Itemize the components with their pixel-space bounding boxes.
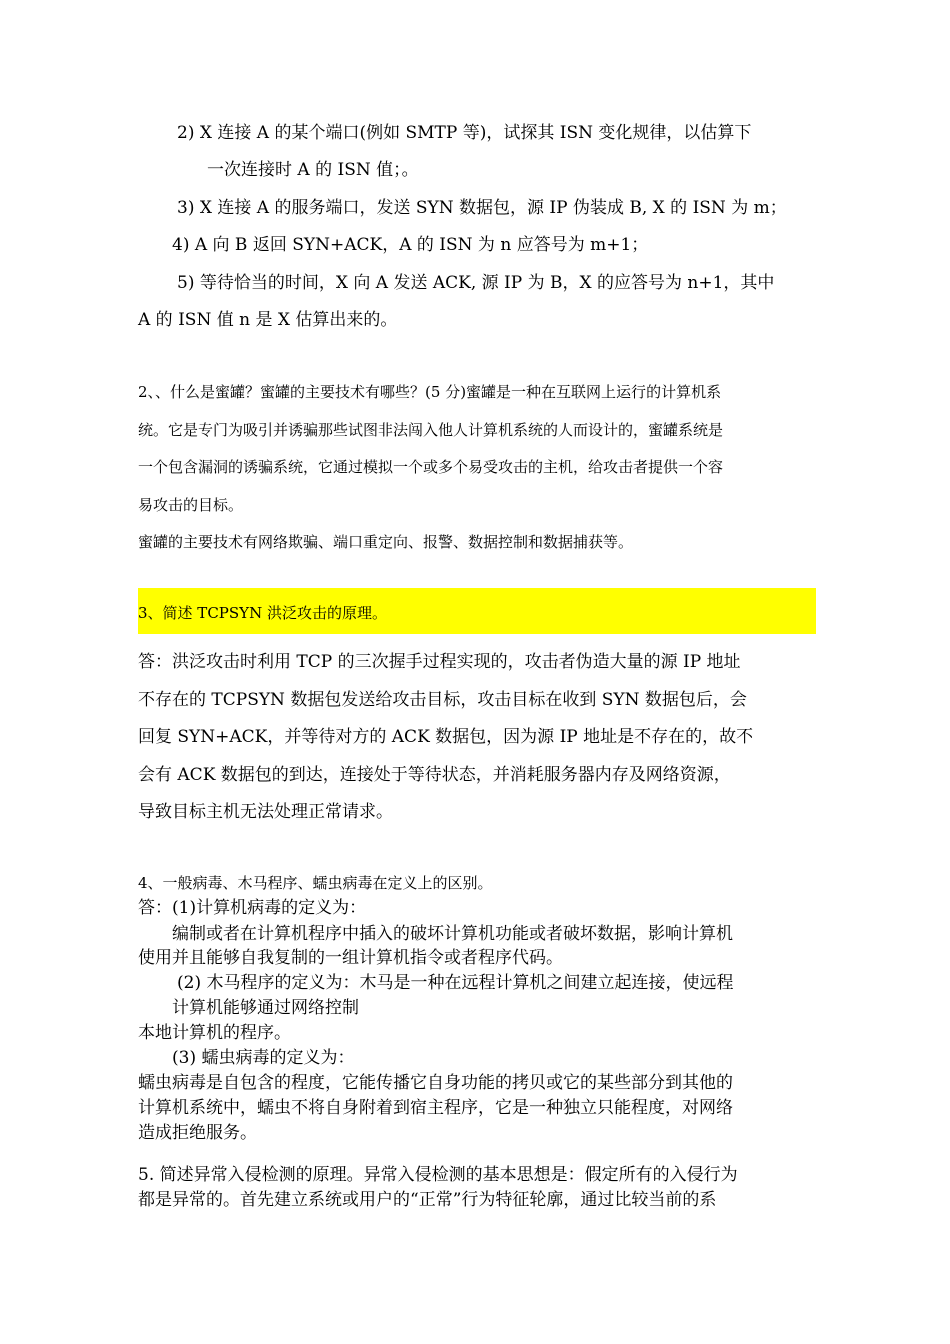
q3-answer-line-3: 回复 SYN+ACK，并等待对方的 ACK 数据包，因为源 IP 地址是不存在的，故不 (138, 727, 754, 747)
q4-line-10: 造成拒绝服务。 (138, 1123, 257, 1143)
q5-line-1: 5. 简述异常入侵检测的原理。异常入侵检测的基本思想是：假定所有的入侵行为 (138, 1165, 738, 1185)
q4-line-3: 使用并且能够自我复制的一组计算机指令或者程序代码。 (138, 948, 563, 968)
q4-line-6: 本地计算机的程序。 (138, 1023, 291, 1043)
q4-line-8: 蠕虫病毒是自包含的程度，它能传播它自身功能的拷贝或它的某些部分到其他的 (138, 1073, 733, 1093)
q4-line-4: (2) 木马程序的定义为：木马是一种在远程计算机之间建立起连接，使远程 (177, 973, 734, 993)
q4-line-2: 编制或者在计算机程序中插入的破坏计算机功能或者破坏数据，影响计算机 (172, 924, 733, 944)
q3-title: 3、简述 TCPSYN 洪泛攻击的原理。 (138, 604, 387, 622)
step-2-line-2: 一次连接时 A 的 ISN 值；。 (207, 160, 419, 180)
step-2-line-1: 2) X 连接 A 的某个端口(例如 SMTP 等)，试探其 ISN 变化规律，以估算下 (177, 123, 752, 143)
q3-answer-line-2: 不存在的 TCPSYN 数据包发送给攻击目标，攻击目标在收到 SYN 数据包后，会 (138, 690, 747, 710)
q4-line-9: 计算机系统中，蠕虫不将自身附着到宿主程序，它是一种独立只能程度，对网络 (138, 1098, 733, 1118)
q4-line-7: (3) 蠕虫病毒的定义为： (172, 1048, 355, 1068)
q5-line-2: 都是异常的。首先建立系统或用户的“正常”行为特征轮廓，通过比较当前的系 (138, 1190, 717, 1210)
q3-answer-line-4: 会有 ACK 数据包的到达，连接处于等待状态，并消耗服务器内存及网络资源， (138, 765, 731, 785)
q2-line-3: 一个包含漏洞的诱骗系统，它通过模拟一个或多个易受攻击的主机，给攻击者提供一个容 (138, 458, 724, 476)
q3-answer-line-5: 导致目标主机无法处理正常请求。 (138, 802, 393, 822)
q4-line-5: 计算机能够通过网络控制 (172, 998, 359, 1018)
q2-line-4: 易攻击的目标。 (138, 496, 244, 514)
step-5-line-2: A 的 ISN 值 n 是 X 估算出来的。 (138, 310, 398, 330)
q2-line-1: 2、、什么是蜜罐？蜜罐的主要技术有哪些？(5 分)蜜罐是一种在互联网上运行的计算机系 (138, 383, 722, 401)
q2-line-2: 统。它是专门为吸引并诱骗那些试图非法闯入他人计算机系统的人而设计的，蜜罐系统是 (138, 421, 724, 439)
q2-line-5: 蜜罐的主要技术有网络欺骗、端口重定向、报警、数据控制和数据捕获等。 (138, 533, 634, 551)
q4-title: 4、一般病毒、木马程序、蠕虫病毒在定义上的区别。 (138, 874, 493, 892)
step-5-line-1: 5) 等待恰当的时间，X 向 A 发送 ACK, 源 IP 为 B，X 的应答号为 n+1，其中 (177, 273, 775, 293)
step-3: 3) X 连接 A 的服务端口，发送 SYN 数据包，源 IP 伪装成 B, X 的 ISN 为 m； (177, 198, 787, 218)
q3-answer-line-1: 答：洪泛攻击时利用 TCP 的三次握手过程实现的，攻击者伪造大量的源 IP 地址 (138, 652, 741, 672)
step-4: 4) A 向 B 返回 SYN+ACK，A 的 ISN 为 n 应答号为 m+1； (172, 235, 649, 255)
q4-line-1: 答：(1)计算机病毒的定义为： (138, 898, 367, 918)
